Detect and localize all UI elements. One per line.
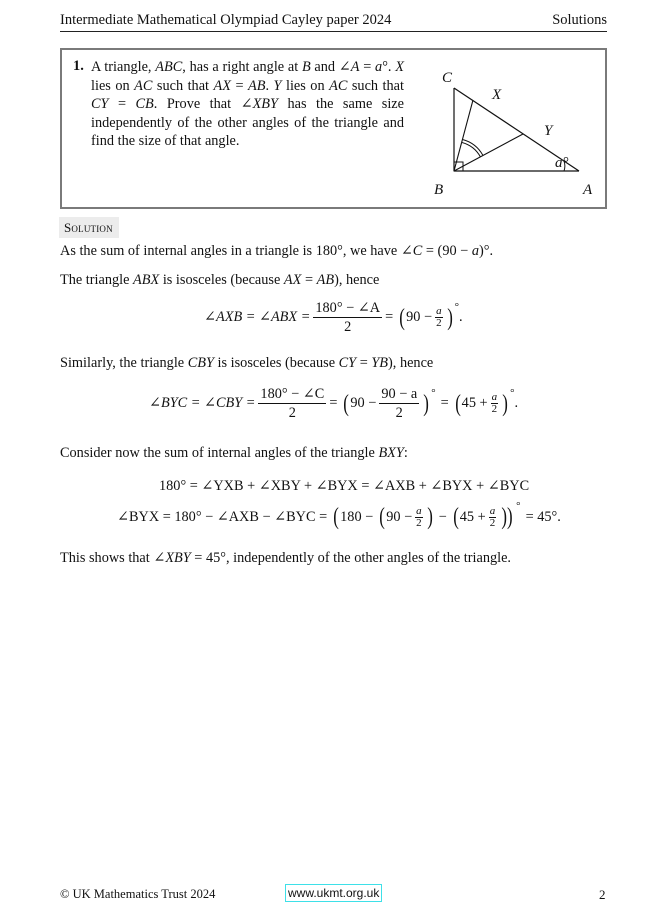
equation-axb: ∠AXB = ∠ABX = $\frac{180^\circ - \angle A}{2}$ = ( 90 − $\frac{a}{2}$ ) ° . <box>204 300 463 335</box>
header-right: Solutions <box>552 12 607 28</box>
eq4-a-over-2-second: $\frac{a}{2}$ <box>489 504 496 529</box>
solution-label: Solution <box>59 217 119 238</box>
problem-number: 1. <box>73 58 84 74</box>
eq1-lhs: ∠AXB = ∠ABX = <box>204 309 311 325</box>
eq2-fraction-2: $\frac{90 - a}{2}$ <box>381 386 418 421</box>
problem-box <box>60 48 607 209</box>
label-b: B <box>434 182 444 198</box>
footer-website-link[interactable]: www.ukmt.org.uk <box>285 884 382 902</box>
label-x: X <box>492 87 502 103</box>
eq2-a-over-2: $\frac{a}{2}$ <box>491 391 498 415</box>
problem-statement: A triangle, ABC, has a right angle at B and ∠A = a°. X lies on AC such that AX = AB. Y lies on AC such that CY = CB. Prove that ∠XBY has the same size independently of the other angles of the triangle and find the size of that angle. <box>91 59 404 150</box>
solution-paragraph-1: As the sum of internal angles in a triangle is 180°, we have ∠C = (90 − a)°. <box>60 243 494 259</box>
page-header <box>60 12 607 32</box>
page-number: 2 <box>599 887 606 902</box>
segment-bx <box>454 100 473 171</box>
eq1-fraction: $\frac{180^\circ - \angle A}{2}$ <box>315 300 381 335</box>
solution-conclusion: This shows that ∠XBY = 45°, independently of the other angles of the triangle. <box>60 550 512 566</box>
equation-byc: ∠BYC = ∠CBY = $\frac{180^\circ - \angle C}{2}$ = ( 90 − $\frac{90 - a}{2}$ ) ° = ( 45 + $\frac{a}{2}$ ) ° . <box>149 386 519 421</box>
footer-copyright: © UK Mathematics Trust 2024 <box>60 887 216 901</box>
label-angle-a: a° <box>555 155 569 171</box>
eq4-a-over-2-first: $\frac{a}{2}$ <box>416 504 422 529</box>
equation-angle-sum: 180° = ∠YXB + ∠XBY + ∠BYX = ∠AXB + ∠BYX + ∠BYC <box>159 478 530 494</box>
solution-paragraph-2: The triangle ABX is isosceles (because AX = AB), hence <box>60 272 380 288</box>
label-y: Y <box>544 123 553 139</box>
label-c: C <box>442 70 453 86</box>
equation-byx: ∠BYX = 180° − ∠AXB − ∠BYC = ( 180 − ( 90 − $\frac{a}{2}$ ) − ( 45 + $\frac{a}{2}$ )) ° = 45°. <box>117 500 561 530</box>
triangle-diagram <box>434 58 605 198</box>
solution-paragraph-3: Similarly, the triangle CBY is isosceles (because CY = YB), hence <box>60 355 434 371</box>
label-a: A <box>583 182 593 198</box>
angle-xby-arc-inner <box>462 143 481 158</box>
eq2-lhs: ∠BYC = ∠CBY = <box>149 395 256 411</box>
eq1-a-over-2: $\frac{a}{2}$ <box>436 305 442 329</box>
paper-title: Intermediate Mathematical Olympiad Cayley paper 2024 <box>60 12 392 28</box>
solution-paragraph-4: Consider now the sum of internal angles of the triangle BXY: <box>60 445 408 461</box>
eq2-fraction-1: $\frac{180^\circ - \angle C}{2}$ <box>260 386 325 421</box>
